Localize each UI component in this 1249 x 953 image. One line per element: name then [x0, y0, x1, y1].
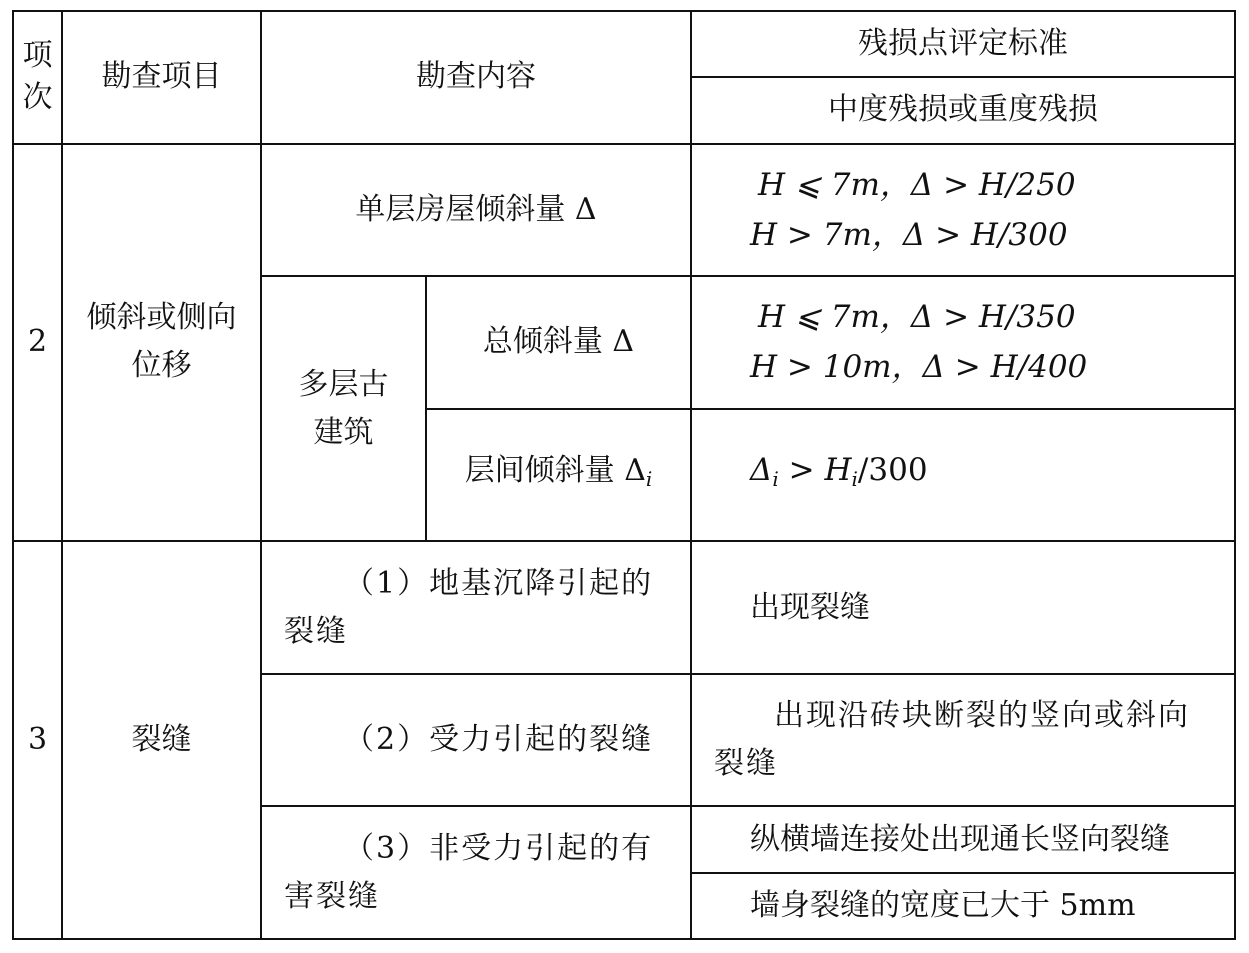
row2-total-criteria-1: H ⩽ 7m，Δ > H/350 [758, 299, 1076, 336]
row2-inter-content [426, 409, 691, 542]
row2-inter-criteria [691, 409, 1235, 542]
row2-item [62, 144, 261, 542]
row3-no: 3 [13, 541, 62, 939]
header-standard: 残损点评定标准 [691, 11, 1235, 77]
row3-c2-criteria: 出现沿砖块断裂的竖向或斜向裂缝 [691, 674, 1235, 807]
row2-inter-content-sub: i [645, 466, 653, 491]
row3-c3-criteria-2: 墙身裂缝的宽度已大于 5mm [691, 873, 1235, 939]
row2-single-criteria-1: H ⩽ 7m，Δ > H/250 [758, 166, 1076, 203]
header-item-no-text: 项次 [22, 38, 53, 116]
evaluation-table [12, 10, 1236, 940]
row2-inter-crit-main1: Δ [750, 452, 773, 489]
row3-item: 裂缝 [62, 541, 261, 939]
row2-inter-crit-sub1: i [772, 467, 779, 492]
row3-c3-criteria-1: 纵横墙连接处出现通长竖向裂缝 [691, 806, 1235, 872]
row2-single-criteria-2: H > 7m，Δ > H/300 [750, 216, 1068, 253]
row2-no: 2 [13, 144, 62, 542]
row3-c3-content: （3）非受力引起的有害裂缝 [261, 806, 691, 939]
row2-multi-group-text: 多层古建筑 [298, 366, 389, 450]
row2-single-criteria [691, 144, 1235, 277]
row2-inter-crit-end: /300 [857, 452, 928, 489]
row2-inter-crit-mid: > H [778, 452, 852, 489]
row2-inter-crit-sub2: i [851, 467, 858, 492]
row2-total-content: 总倾斜量 Δ [426, 276, 691, 409]
row3-c2-content: （2）受力引起的裂缝 [261, 674, 691, 807]
row3-c1-content: （1）地基沉降引起的裂缝 [261, 541, 691, 674]
row2-total-criteria [691, 276, 1235, 409]
row2-total-criteria-2: H > 10m，Δ > H/400 [750, 349, 1088, 386]
row2-single-content: 单层房屋倾斜量 Δ [261, 144, 691, 277]
row3-c1-criteria: 出现裂缝 [691, 541, 1235, 674]
row2-multi-group [261, 276, 426, 541]
row2-item-text: 倾斜或侧向位移 [86, 300, 237, 384]
header-standard-sub: 中度残损或重度残损 [691, 77, 1235, 143]
header-item: 勘查项目 [62, 11, 261, 144]
header-item-no [13, 11, 62, 144]
row2-inter-content-main: 层间倾斜量 Δ [464, 452, 646, 488]
header-content: 勘查内容 [261, 11, 691, 144]
